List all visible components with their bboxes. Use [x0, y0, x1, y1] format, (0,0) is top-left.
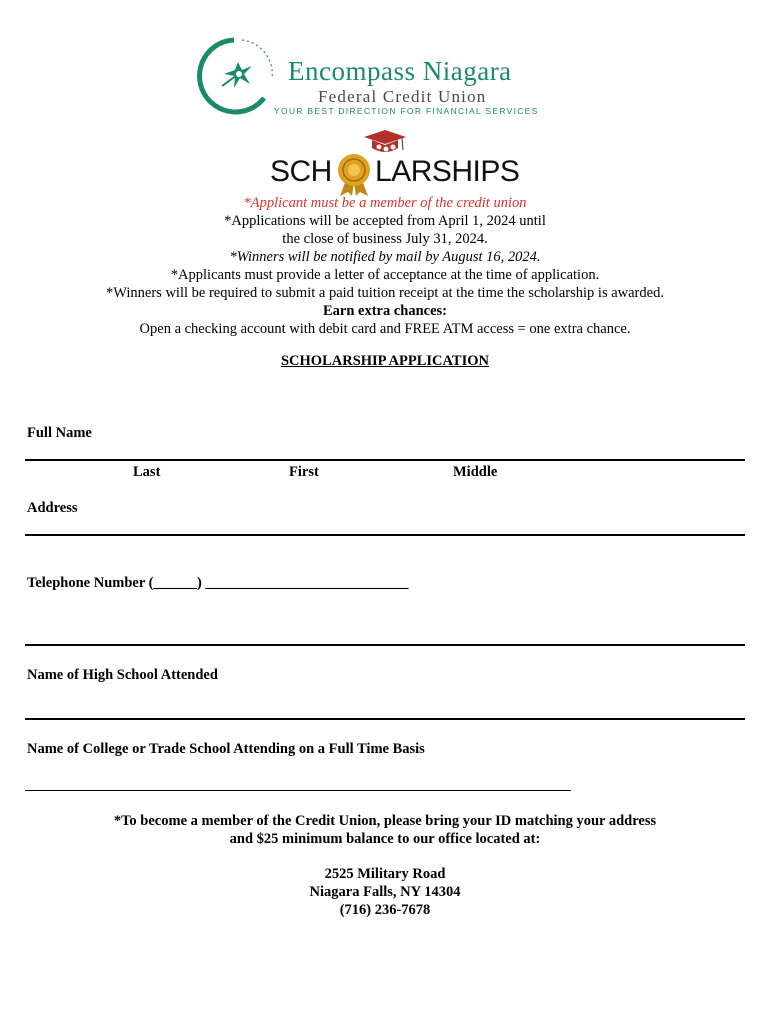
full-name-label: Full Name	[27, 425, 92, 441]
last-name-label: Last	[133, 464, 161, 480]
extra-chances-text: Open a checking account with debit card and FREE ATM access = one extra chance.	[139, 321, 631, 337]
telephone-label[interactable]: Telephone Number (______) ____________________________	[27, 575, 409, 591]
member-note-line-1: *To become a member of the Credit Union, please bring your ID matching your address	[113, 813, 657, 829]
scholarships-text-right: LARSHIPS	[375, 155, 520, 188]
membership-note: *Applicant must be a member of the credit union	[243, 195, 527, 211]
form-title: SCHOLARSHIP APPLICATION	[280, 353, 489, 369]
address-label: Address	[27, 500, 78, 516]
scholarships-graphic	[270, 128, 520, 196]
member-note-line-2: and $25 minimum balance to our office located at:	[229, 831, 541, 847]
high-school-line[interactable]	[25, 718, 745, 720]
logo-subtitle: Federal Credit Union	[318, 87, 487, 106]
college-label: Name of College or Trade School Attending on a Full Time Basis	[27, 741, 425, 757]
full-name-line[interactable]	[25, 459, 745, 461]
address-city: Niagara Falls, NY 14304	[309, 884, 461, 900]
telephone-divider	[25, 644, 745, 646]
address-line[interactable]	[25, 534, 745, 536]
high-school-label: Name of High School Attended	[27, 667, 218, 683]
college-line[interactable]	[25, 790, 571, 791]
first-name-label: First	[289, 464, 319, 480]
credit-union-logo	[192, 36, 582, 120]
middle-name-label: Middle	[453, 464, 498, 480]
award-seal-icon	[334, 152, 374, 196]
logo-name: Encompass Niagara	[288, 56, 512, 86]
logo-tagline: YOUR BEST DIRECTION FOR FINANCIAL SERVICES	[274, 106, 539, 116]
acceptance-letter-note: *Applicants must provide a letter of acceptance at the time of application.	[170, 267, 600, 283]
notification-note: *Winners will be notified by mail by August 16, 2024.	[229, 249, 541, 265]
acceptance-period-line-1: *Applications will be accepted from April 1, 2024 until	[224, 213, 546, 229]
acceptance-period-line-2: the close of business July 31, 2024.	[282, 231, 488, 247]
tuition-receipt-note: *Winners will be required to submit a paid tuition receipt at the time the scholarship is awarded.	[106, 285, 664, 301]
scholarships-text-left: SCH	[270, 155, 332, 188]
compass-star-icon	[192, 36, 282, 116]
address-street: 2525 Military Road	[324, 866, 446, 882]
extra-chances-heading: Earn extra chances:	[322, 303, 448, 319]
office-phone: (716) 236-7678	[339, 902, 431, 918]
